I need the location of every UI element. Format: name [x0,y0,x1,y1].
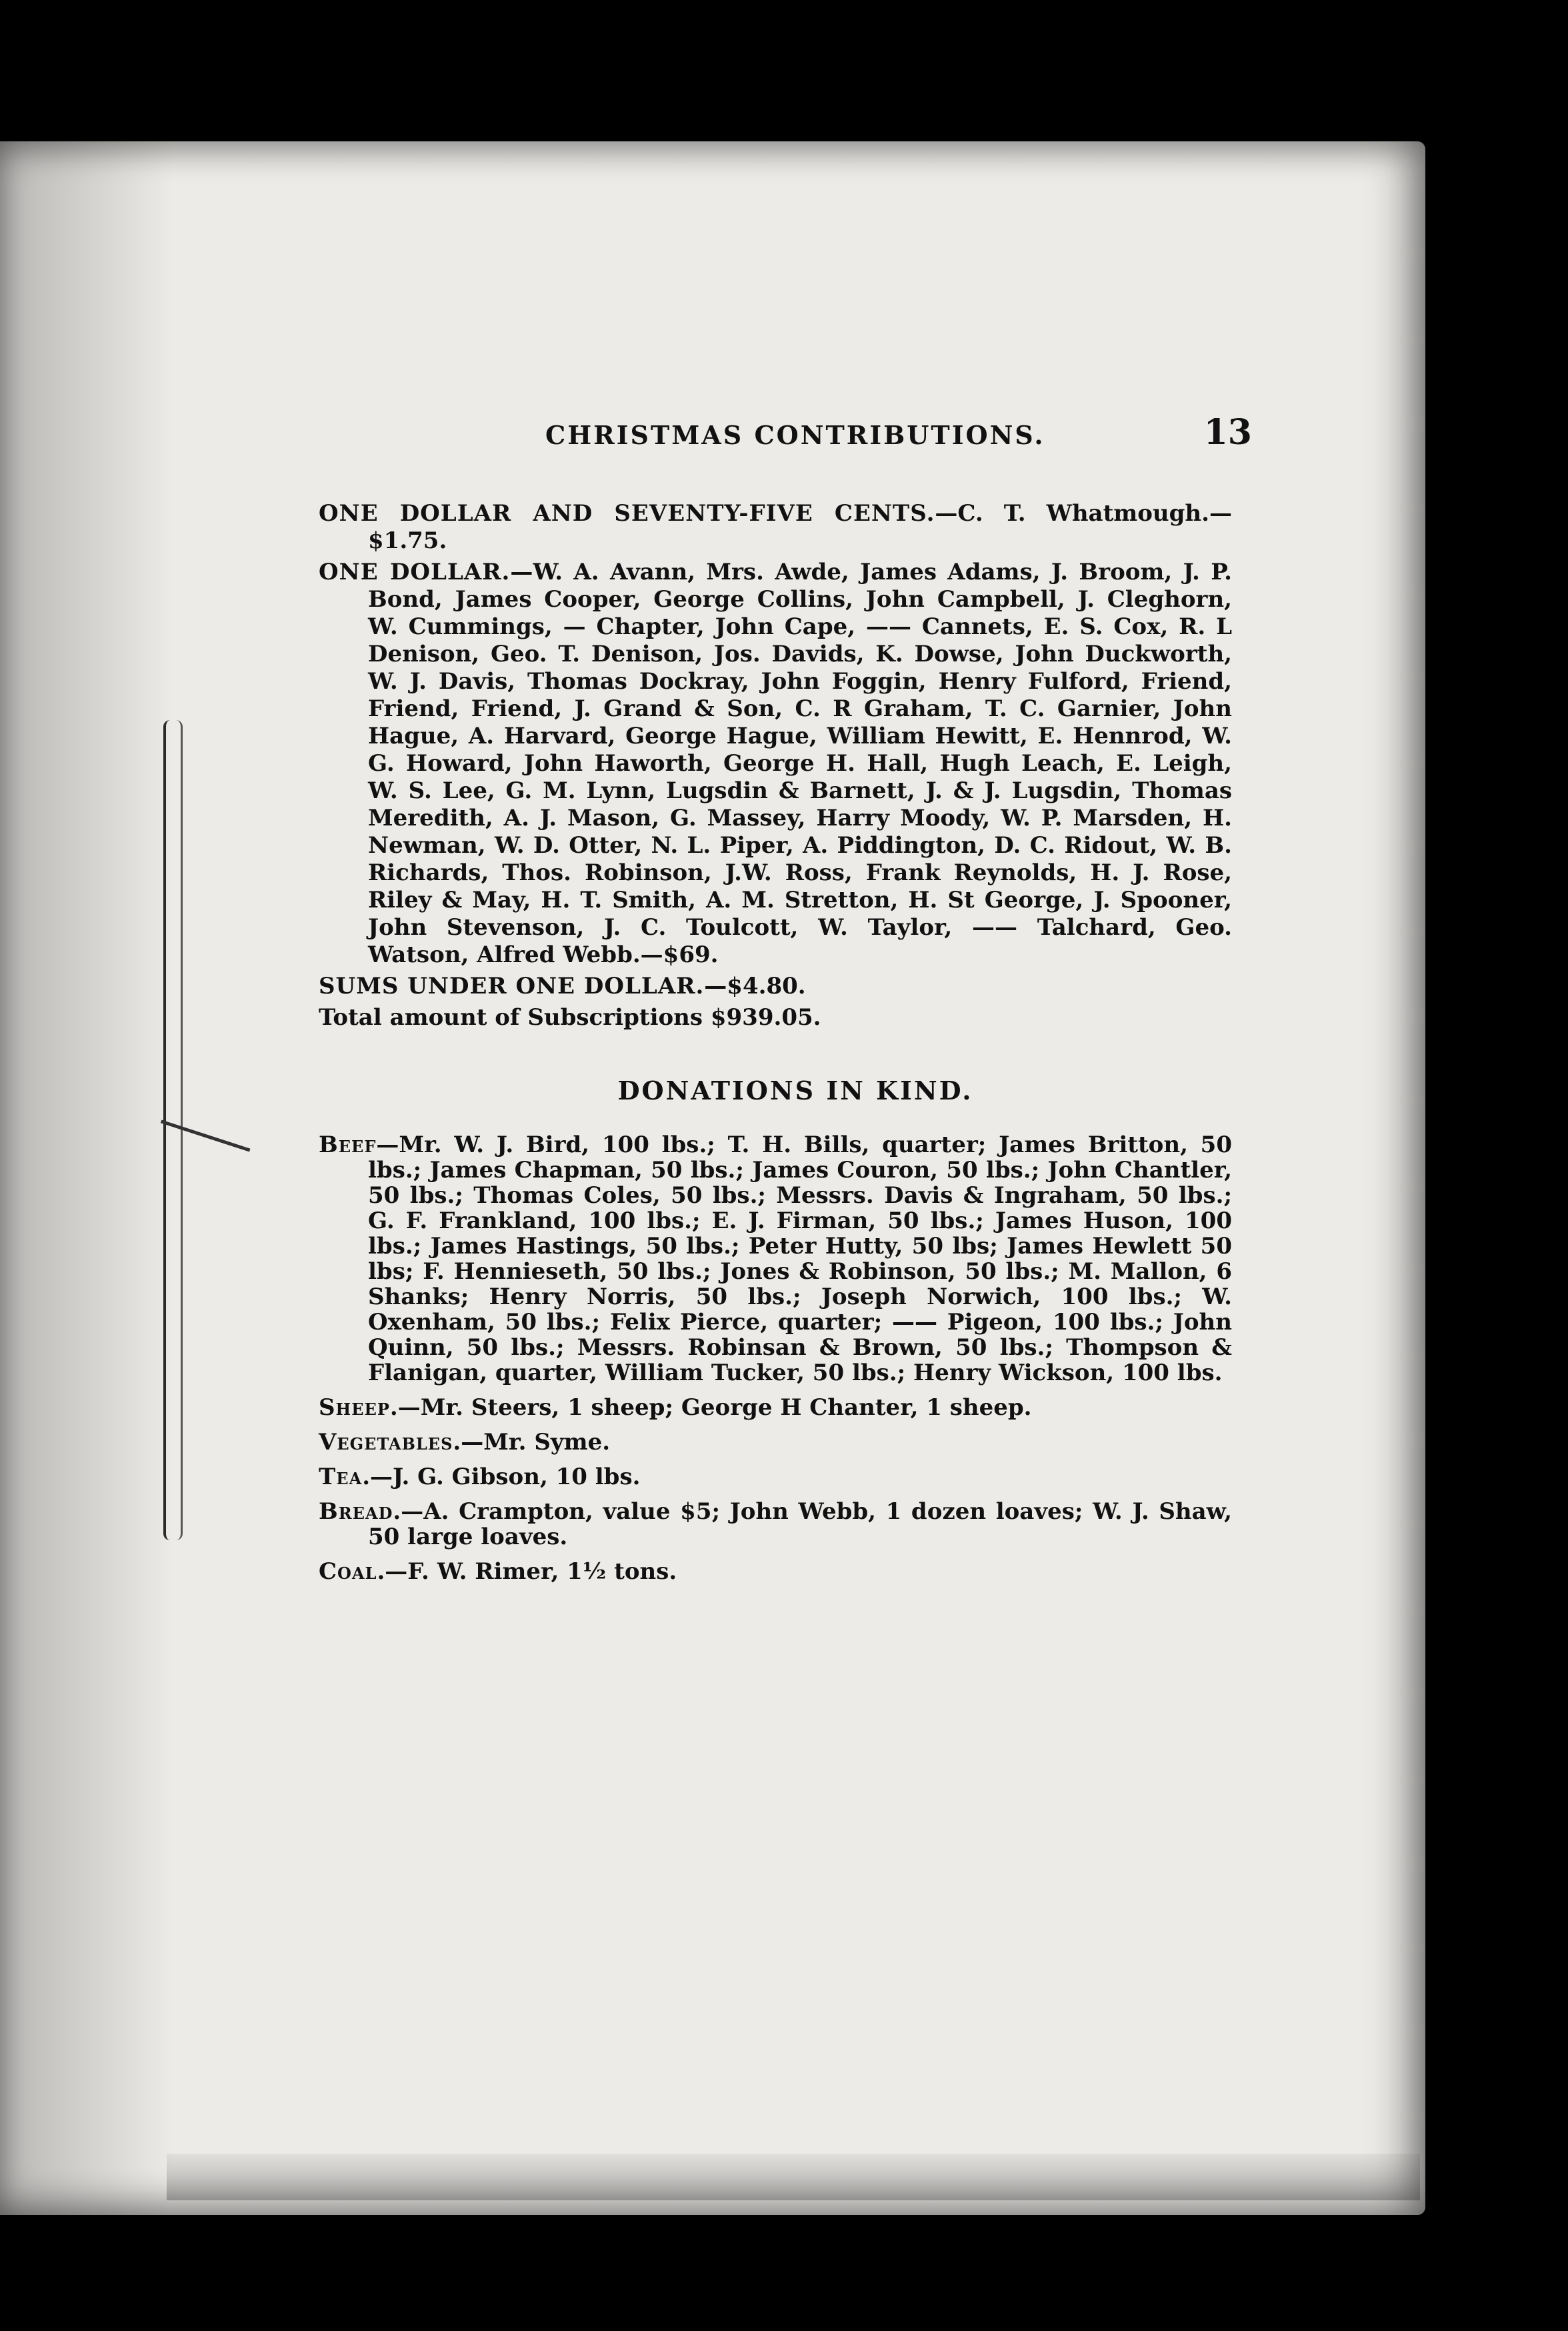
donation-entry [319,1395,1232,1420]
donation-entry [319,1464,1232,1490]
page-gutter-shadow [0,141,173,2215]
subscriptions-total: Total amount of Subscriptions $939.05. [319,1004,821,1031]
donation-text: .—Mr. Syme. [453,1429,611,1456]
donation-text: —Mr. W. J. Bird, 100 lbs.; T. H. Bills, quarter; James Britton, 50 lbs.; James Chapman, 50 lbs.; James Couron, 50 lbs.; John Chantler, 50 lbs.; Thomas Coles, 50 lbs.; Messrs. Davis & Ingraham, 50 lbs.; G. F. Frankland, 100 lbs.; E. J. Firman, 50 lbs.; James Huson, 100 lbs.; James Hastings, 50 lbs.; Peter Hutty, 50 lbs; James Hewlett 50 lbs; F. Hennieseth, 50 lbs.; Jones & Robinson, 50 lbs.; M. Mallon, 6 Shanks; Henry Norris, 50 lbs.; Joseph Norwich, 100 lbs.; W. Oxenham, 50 lbs.; Felix Pierce, quarter; —— Pigeon, 100 lbs.; John Quinn, 50 lbs.; Messrs. Robinsan & Brown, 50 lbs.; Thompson & Flanigan, quarter, William Tucker, 50 lbs.; Henry Wickson, 100 lbs. [368,1131,1232,1386]
subscription-entry [319,559,1232,969]
entry-heading: SUMS UNDER ONE DOLLAR. [319,973,705,999]
donation-entry [319,1559,1232,1584]
page-number: 13 [1203,412,1252,453]
donation-text: .—J. G. Gibson, 10 lbs. [362,1464,641,1490]
donation-entry [319,1499,1232,1550]
donation-entry [319,1132,1232,1386]
donation-text: .—Mr. Steers, 1 sheep; George H Chanter, 1 sheep. [389,1394,1032,1421]
donation-category: Vegetables [319,1429,453,1456]
donation-entry [319,1430,1232,1455]
section-title: DONATIONS IN KIND. [617,1075,973,1105]
entry-heading: ONE DOLLAR. [319,559,511,585]
subscription-entry [319,500,1232,555]
donation-category: Beef [319,1131,377,1158]
donation-text: .—A. Crampton, value $5; John Webb, 1 dozen loaves; W. J. Shaw, 50 large loaves. [368,1498,1232,1550]
entry-heading: ONE DOLLAR AND SEVENTY-FIVE CENTS. [319,500,935,527]
donation-category: Coal [319,1558,377,1585]
page-bottom-edge [167,2154,1420,2200]
donation-category: Sheep [319,1394,390,1421]
entry-text: —$4.80. [704,973,806,999]
subscription-entry [319,973,1232,1000]
donation-category: Bread [319,1498,393,1525]
entry-text: —W. A. Avann, Mrs. Awde, James Adams, J. Broom, J. P. Bond, James Cooper, George Collins, John Campbell, J. Cleghorn, W. Cummings, — Chapter, John Cape, —— Cannets, E. S. Cox, R. L Denison, Geo. T. Denison, Jos. Davids, K. Dowse, John Duckworth, W. J. Davis, Thomas Dockray, John Foggin, Henry Fulford, Friend, Friend, Friend, J. Grand & Son, C. R Graham, T. C. Garnier, John Hague, A. Harvard, George Hague, William Hewitt, E. Hennrod, W. G. Howard, John Haworth, George H. Hall, Hugh Leach, E. Leigh, W. S. Lee, G. M. Lynn, Lugsdin & Barnett, J. & J. Lugsdin, Thomas Meredith, A. J. Mason, G. Massey, Harry Moody, W. P. Marsden, H. Newman, W. D. Otter, N. L. Piper, A. Piddington, D. C. Ridout, W. B. Richards, Thos. Robinson, J.W. Ross, Frank Reynolds, H. J. Rose, Riley & May, H. T. Smith, A. M. Stretton, H. St George, J. Spooner, John Stevenson, J. C. Toulcott, W. Taylor, —— Talchard, Geo. Watson, Alfred Webb.—$69. [368,559,1232,968]
donation-category: Tea [319,1464,363,1490]
donation-text: .—F. W. Rimer, 1½ tons. [377,1558,677,1585]
running-header [319,412,1252,460]
running-title: CHRISTMAS CONTRIBUTIONS. [545,420,1045,450]
entry-text: —C. T. Whatmough.—$1.75. [368,500,1232,554]
page-content [319,412,1252,1594]
